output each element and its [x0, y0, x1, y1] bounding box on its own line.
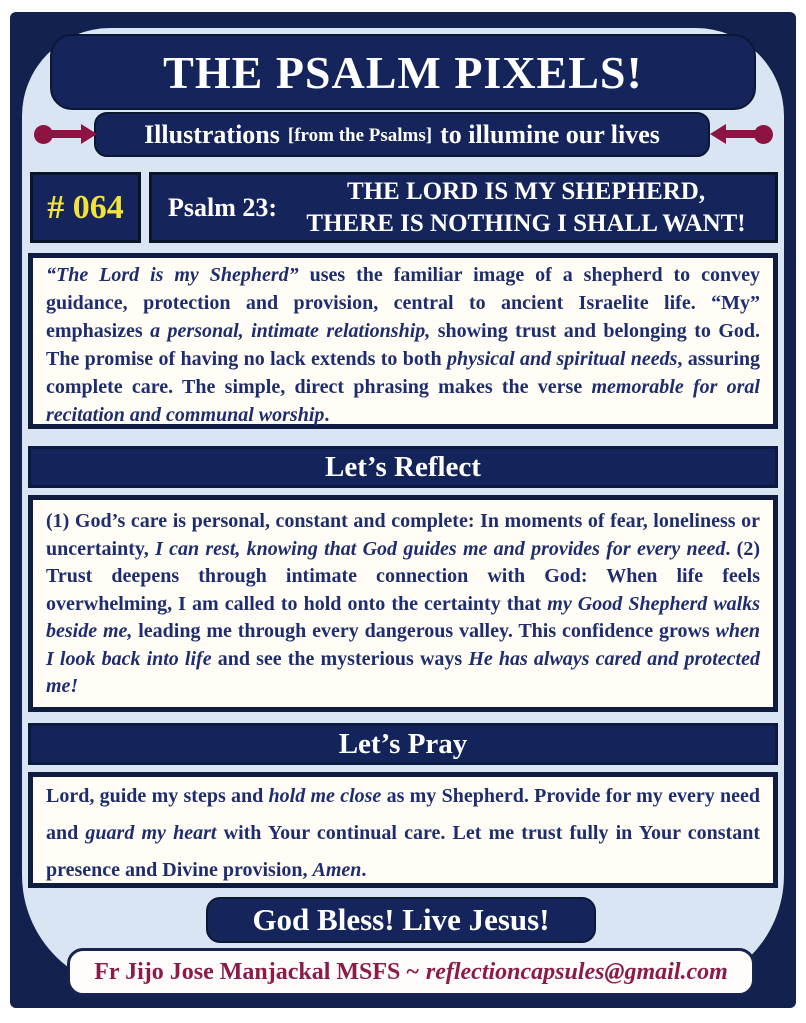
- email-address: reflectioncapsules@gmail.com: [425, 958, 728, 985]
- blessing-banner: [206, 897, 596, 943]
- pray-paragraph: Lord, guide my steps and hold me close as my Shepherd. Provide for my every need and guard my heart with Your continual care. Let me trust fully in Your constant presence and Divine provision, Amen.: [28, 772, 778, 888]
- issue-number: # 064: [47, 188, 124, 226]
- author-name: Fr Jijo Jose Manjackal MSFS ~: [94, 958, 419, 985]
- reflect-heading-bar: [28, 446, 778, 488]
- psalm-title-line1: THE LORD IS MY SHEPHERD,: [346, 177, 706, 205]
- blessing-text: God Bless! Live Jesus!: [252, 902, 550, 937]
- title-banner: [50, 34, 756, 110]
- left-arrow-icon: [44, 130, 81, 138]
- footer-credit: [67, 948, 755, 996]
- reflect-heading: Let’s Reflect: [325, 450, 481, 483]
- issue-number-badge: [30, 172, 141, 243]
- reflect-paragraph: (1) God’s care is personal, constant and complete: In moments of fear, loneliness or uncertainty, I can rest, knowing that God guides me and provides for every need. (2) Trust deepens through intimate connection with God: When life feels overwhelming, I am called to hold onto the certainty that my Good Shepherd walks beside me, leading me through every dangerous valley. This confidence grows when I look back into life and see the mysterious ways He has always cared and protected me!: [28, 495, 778, 712]
- psalm-header: [149, 172, 778, 243]
- psalm-title-line2: THERE IS NOTHING I SHALL WANT!: [306, 209, 746, 237]
- subtitle-banner: [94, 112, 710, 157]
- pray-heading-bar: [28, 723, 778, 765]
- psalm-reference-label: Psalm 23:: [168, 192, 278, 222]
- right-arrow-icon: [726, 130, 763, 138]
- intro-paragraph: “The Lord is my Shepherd” uses the familiar image of a shepherd to convey guidance, protection and provision, central to ancient Israelite life. “My” emphasizes a personal, intimate relationship, showing trust and belonging to God. The promise of having no lack extends to both physical and spiritual needs, assuring complete care. The simple, direct phrasing makes the verse memorable for oral recitation and communal worship.: [28, 253, 778, 429]
- page-title: THE PSALM PIXELS!: [163, 46, 643, 98]
- subtitle-tail: to illumine our lives: [440, 119, 660, 149]
- pray-heading: Let’s Pray: [338, 727, 468, 760]
- subtitle-lead: Illustrations: [144, 119, 280, 149]
- subtitle-bracket: [from the Psalms]: [287, 124, 433, 146]
- psalm-title: [277, 176, 775, 240]
